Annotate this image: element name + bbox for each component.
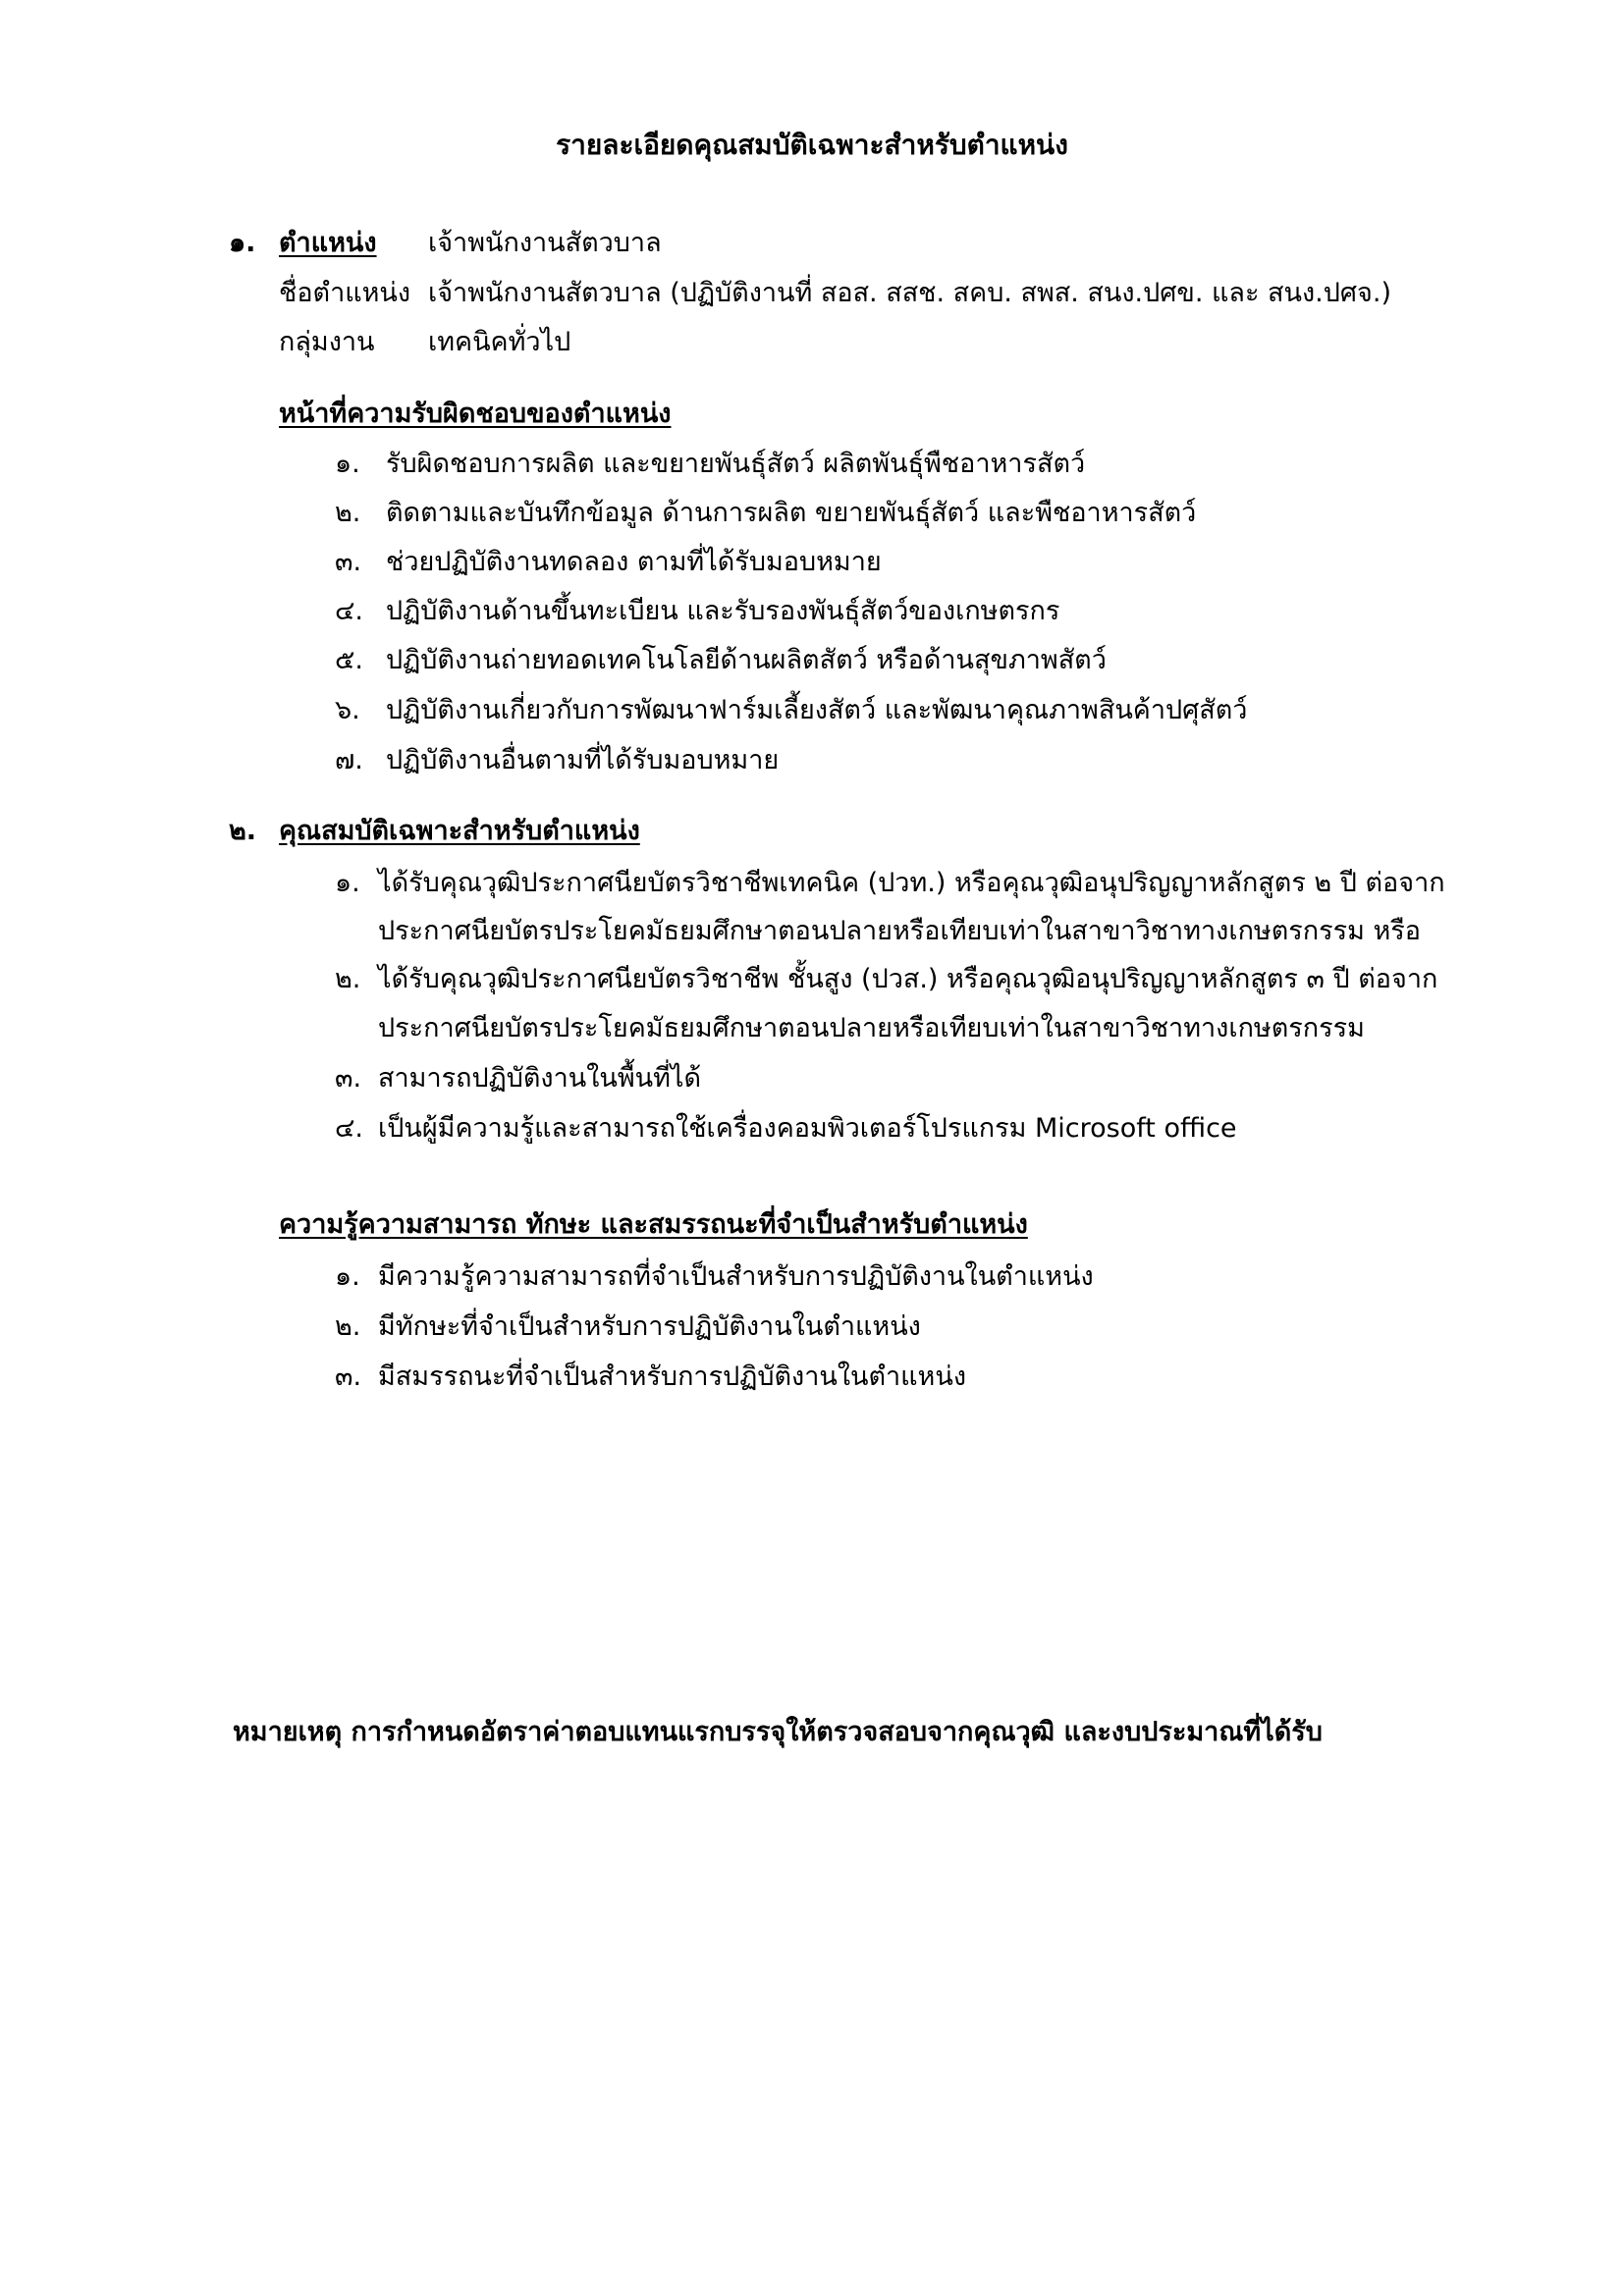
duty-item: ปฏิบัติงานด้านขึ้นทะเบียน และรับรองพันธุ์สัตว์ของเกษตรกร — [386, 596, 1060, 626]
duty-number: ๓. — [335, 547, 362, 577]
duty-number: ๔. — [335, 596, 364, 626]
duty-number: ๑. — [335, 449, 360, 479]
duty-number: ๖. — [335, 695, 360, 725]
qualification-item-cont: ประกาศนียบัตรประโยคมัธยมศึกษาตอนปลายหรือเทียบเท่าในสาขาวิชาทางเกษตรกรรม — [378, 1013, 1365, 1043]
qualification-item: สามารถปฏิบัติงานในพื้นที่ได้ — [378, 1063, 701, 1094]
duty-item: ปฏิบัติงานถ่ายทอดเทคโนโลยีด้านผลิตสัตว์ หรือด้านสุขภาพสัตว์ — [386, 645, 1107, 675]
competency-number: ๒. — [335, 1311, 361, 1342]
duty-number: ๗. — [335, 745, 363, 775]
qualification-item: ได้รับคุณวุฒิประกาศนียบัตรวิชาชีพเทคนิค (ปวท.) หรือคุณวุฒิอนุปริญญาหลักสูตร ๒ ปี ต่อจาก — [378, 868, 1445, 898]
full-name-label: ชื่อตำแหน่ง — [279, 278, 411, 308]
group-value: เทคนิคทั่วไป — [428, 327, 571, 357]
duty-item: ปฏิบัติงานอื่นตามที่ได้รับมอบหมาย — [386, 745, 780, 775]
duty-item: รับผิดชอบการผลิต และขยายพันธุ์สัตว์ ผลิตพันธุ์พืชอาหารสัตว์ — [386, 449, 1086, 479]
position-value: เจ้าพนักงานสัตวบาล — [428, 228, 662, 258]
competency-number: ๑. — [335, 1261, 360, 1292]
qualification-item-cont: ประกาศนียบัตรประโยคมัธยมศึกษาตอนปลายหรือเทียบเท่าในสาขาวิชาทางเกษตรกรรม หรือ — [378, 916, 1422, 946]
group-label: กลุ่มงาน — [279, 327, 375, 357]
competency-number: ๓. — [335, 1362, 362, 1392]
qualifications-heading: คุณสมบัติเฉพาะสำหรับตำแหน่ง — [279, 816, 640, 846]
duties-heading: หน้าที่ความรับผิดชอบของตำแหน่ง — [279, 399, 672, 429]
qualification-number: ๔. — [335, 1113, 364, 1144]
position-label: ตำแหน่ง — [279, 228, 377, 258]
duty-number: ๕. — [335, 645, 364, 675]
competency-item: มีทักษะที่จำเป็นสำหรับการปฏิบัติงานในตำแหน่ง — [378, 1311, 921, 1342]
competency-item: มีความรู้ความสามารถที่จำเป็นสำหรับการปฏิบัติงานในตำแหน่ง — [378, 1261, 1094, 1292]
competency-heading: ความรู้ความสามารถ ทักษะ และสมรรถนะที่จำเป็นสำหรับตำแหน่ง — [279, 1209, 1028, 1240]
section2-number: ๒. — [229, 816, 257, 846]
qualification-number: ๓. — [335, 1063, 362, 1094]
footer-note: หมายเหตุ การกำหนดอัตราค่าตอบแทนแรกบรรจุให้ตรวจสอบจากคุณวุฒิ และงบประมาณที่ได้รับ — [233, 1717, 1323, 1747]
duty-item: ปฏิบัติงานเกี่ยวกับการพัฒนาฟาร์มเลี้ยงสัตว์ และพัฒนาคุณภาพสินค้าปศุสัตว์ — [386, 695, 1248, 725]
qualification-item: ได้รับคุณวุฒิประกาศนียบัตรวิชาชีพ ชั้นสูง (ปวส.) หรือคุณวุฒิอนุปริญญาหลักสูตร ๓ ปี ต่อจาก — [378, 964, 1438, 994]
qualification-number: ๑. — [335, 868, 360, 898]
duty-item: ติดตามและบันทึกข้อมูล ด้านการผลิต ขยายพันธุ์สัตว์ และพืชอาหารสัตว์ — [386, 498, 1197, 528]
full-name-value: เจ้าพนักงานสัตวบาล (ปฏิบัติงานที่ สอส. สสช. สคบ. สพส. สนง.ปศข. และ สนง.ปศจ.) — [428, 278, 1391, 308]
qualification-item: เป็นผู้มีความรู้และสามารถใช้เครื่องคอมพิวเตอร์โปรแกรม Microsoft office — [378, 1113, 1237, 1144]
page-title: รายละเอียดคุณสมบัติเฉพาะสำหรับตำแหน่ง — [556, 129, 1068, 161]
qualification-number: ๒. — [335, 964, 361, 994]
duty-number: ๒. — [335, 498, 361, 528]
competency-item: มีสมรรถนะที่จำเป็นสำหรับการปฏิบัติงานในตำแหน่ง — [378, 1362, 966, 1392]
section1-number: ๑. — [229, 228, 256, 258]
duty-item: ช่วยปฏิบัติงานทดลอง ตามที่ได้รับมอบหมาย — [386, 547, 882, 577]
